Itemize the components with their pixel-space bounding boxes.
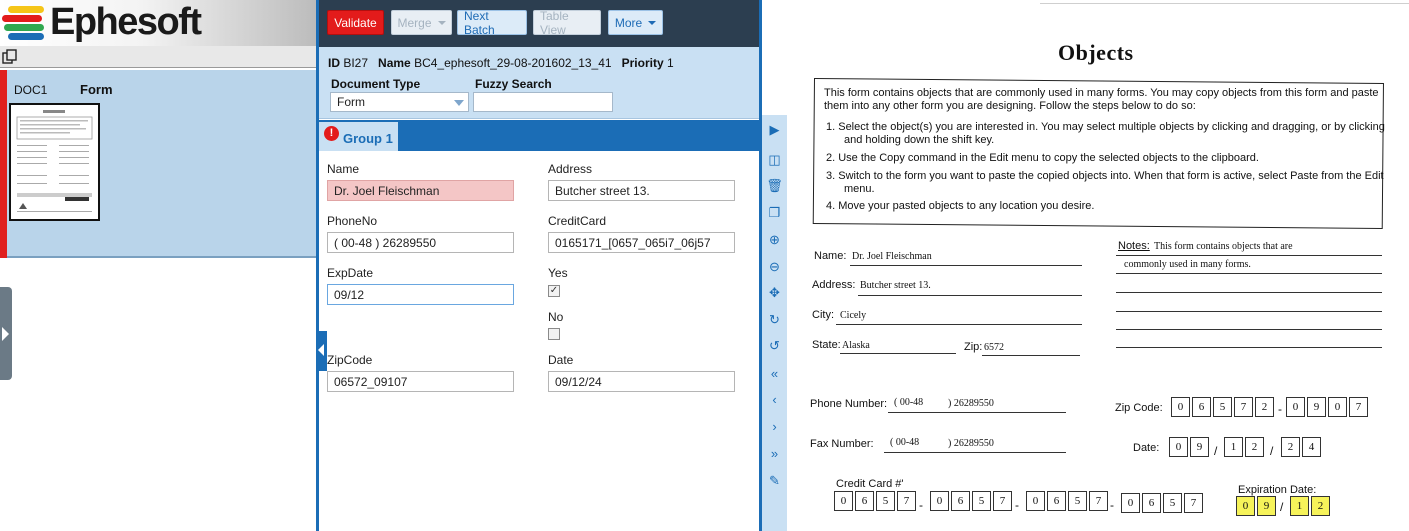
- underline: [1116, 273, 1382, 274]
- zoom-in-icon[interactable]: ⊕: [769, 232, 780, 247]
- dash: -: [1015, 498, 1019, 512]
- no-checkbox[interactable]: [548, 328, 560, 340]
- instructions-step-2: 2. Use the Copy command in the Edit menu to copy the selected objects to the clipboard.: [826, 152, 1259, 164]
- caret-down-icon: [648, 21, 656, 25]
- digit-box: 7: [1089, 491, 1108, 511]
- document-type-value: Form: [337, 95, 365, 109]
- fuzzy-search-label: Fuzzy Search: [475, 77, 552, 91]
- digit-box: 2: [1311, 496, 1330, 516]
- underline: [1116, 329, 1382, 330]
- doc-zip-label: Zip:: [964, 341, 983, 353]
- document-id: DOC1: [14, 83, 48, 97]
- digit-box: 7: [897, 491, 916, 511]
- underline: [982, 355, 1080, 356]
- credit-boxes-2: [930, 491, 1014, 511]
- instructions-intro-1: This form contains objects that are commonly used in many forms. You may copy objects from this form and paste: [824, 87, 1379, 99]
- digit-box: 5: [876, 491, 895, 511]
- name-field[interactable]: Dr. Joel Fleischman: [327, 180, 514, 201]
- copy-page-icon[interactable]: ❐: [768, 205, 781, 220]
- expiration-boxes-b: [1290, 496, 1332, 516]
- first-page-icon[interactable]: «: [770, 366, 779, 381]
- digit-box: 6: [1192, 397, 1211, 417]
- underline: [858, 295, 1082, 296]
- zipcode-boxes-b: [1286, 397, 1370, 417]
- digit-box: 2: [1281, 437, 1300, 457]
- digit-box: 0: [1171, 397, 1190, 417]
- logo-bar: [0, 0, 316, 46]
- previous-page-icon[interactable]: ‹: [772, 392, 777, 407]
- underline: [888, 412, 1066, 413]
- logo-text: Ephesoft: [50, 1, 201, 43]
- digit-box: 5: [1213, 397, 1232, 417]
- digit-box: 9: [1307, 397, 1326, 417]
- batch-priority-label: Priority: [621, 56, 664, 70]
- doc-fax-value-1: ( 00-48: [890, 437, 920, 448]
- address-label: Address: [548, 162, 593, 176]
- wrench-icon[interactable]: ✎: [769, 473, 780, 488]
- batch-id-label: ID: [328, 56, 340, 70]
- date-label: Date: [548, 353, 574, 367]
- doc-credit-card-label: Credit Card #': [836, 478, 904, 490]
- instructions-intro-2: them into any other form you are designing. Follow the steps below to do so:: [824, 100, 1196, 112]
- digit-box: 5: [1163, 493, 1182, 513]
- digit-box: 0: [1286, 397, 1305, 417]
- last-page-icon[interactable]: »: [770, 446, 779, 461]
- date-boxes-a: [1169, 437, 1211, 457]
- digit-box: 0: [1169, 437, 1188, 457]
- digit-box: 0: [1026, 491, 1045, 511]
- chevron-down-icon: [454, 100, 464, 106]
- digit-box: 6: [855, 491, 874, 511]
- document-toolbar: [0, 46, 316, 68]
- doc-state-value: Alaska: [842, 340, 870, 351]
- instructions-step-3a: 3. Switch to the form you want to paste the copied objects into. When that form is active, select Paste from the Edit: [826, 170, 1384, 182]
- doc-city-value: Cicely: [840, 310, 867, 321]
- doc-city-label: City:: [812, 309, 834, 321]
- doc-phone-value-1: ( 00-48: [894, 397, 924, 408]
- chevron-right-icon: [2, 327, 9, 341]
- document-type-select[interactable]: [330, 92, 469, 112]
- merge-button[interactable]: [391, 10, 452, 35]
- name-label: Name: [327, 162, 360, 176]
- rotate-left-icon[interactable]: ↺: [769, 338, 780, 353]
- yes-checkbox[interactable]: ✓: [549, 285, 559, 296]
- validate-button[interactable]: Validate: [327, 10, 384, 35]
- validation-panel: [316, 0, 762, 531]
- instructions-step-3b: menu.: [844, 183, 875, 195]
- batch-priority-value: 1: [666, 56, 674, 70]
- phone-label: PhoneNo: [327, 214, 378, 228]
- ephesoft-logo-icon: [2, 4, 46, 42]
- scan-edge: [1040, 3, 1409, 4]
- doc-date-label: Date:: [1133, 442, 1160, 454]
- doc-fax-label: Fax Number:: [810, 438, 874, 450]
- move-icon[interactable]: ✥: [769, 285, 780, 300]
- digit-box: 2: [1245, 437, 1264, 457]
- error-icon: !: [324, 126, 339, 141]
- underline: [836, 324, 1082, 325]
- doc-address-value: Butcher street 13.: [860, 280, 931, 291]
- digit-box: 6: [951, 491, 970, 511]
- digit-box: 7: [1234, 397, 1253, 417]
- credit-card-label: CreditCard: [548, 214, 607, 228]
- doc-zipcode-label: Zip Code:: [1115, 402, 1163, 414]
- underline: [850, 265, 1082, 266]
- document-panel: [0, 0, 316, 531]
- instructions-step-1b: and holding down the shift key.: [844, 134, 995, 146]
- document-image-viewer[interactable]: [790, 0, 1409, 531]
- digit-box: 6: [1047, 491, 1066, 511]
- phone-field[interactable]: ( 00-48 ) 26289550: [327, 232, 514, 253]
- slash: /: [1270, 444, 1274, 458]
- caret-down-icon: [438, 21, 446, 25]
- fuzzy-search-input[interactable]: [473, 92, 613, 112]
- digit-box: 7: [993, 491, 1012, 511]
- play-icon[interactable]: ▶: [769, 122, 780, 137]
- underline: [840, 353, 956, 354]
- document-list-item[interactable]: [0, 70, 316, 258]
- slash: /: [1214, 444, 1218, 458]
- copy-icon[interactable]: [2, 49, 18, 65]
- merge-label: Merge: [397, 15, 432, 30]
- rotate-right-icon[interactable]: ↻: [769, 312, 780, 327]
- digit-box: 9: [1257, 496, 1276, 516]
- digit-box: 0: [1236, 496, 1255, 516]
- dash: -: [1110, 498, 1114, 512]
- doc-phone-value-2: ) 26289550: [948, 398, 994, 409]
- doc-name-value: Dr. Joel Fleischman: [852, 251, 932, 262]
- date-boxes-c: [1281, 437, 1323, 457]
- digit-box: 7: [1184, 493, 1203, 513]
- next-batch-button[interactable]: Next Batch: [457, 10, 527, 35]
- zipcode-boxes-a: [1171, 397, 1276, 417]
- document-type-label: Document Type: [331, 77, 421, 91]
- instructions-step-1a: 1. Select the object(s) you are interested in. You may select multiple objects by clicking and dragging, or by clicking: [826, 121, 1385, 133]
- underline: [1116, 255, 1382, 256]
- underline: [1116, 347, 1382, 348]
- expdate-label: ExpDate: [327, 266, 374, 280]
- credit-boxes-3: [1026, 491, 1110, 511]
- action-toolbar: [319, 0, 759, 47]
- dash: -: [1278, 402, 1282, 416]
- next-page-icon[interactable]: ›: [772, 419, 777, 434]
- doc-notes-value-2: commonly used in many forms.: [1124, 259, 1251, 270]
- underline: [1116, 292, 1382, 293]
- credit-card-field[interactable]: 0165171_[0657_065i7_06j57: [548, 232, 735, 253]
- thumbnail-page-icon: [11, 105, 98, 219]
- digit-box: 0: [834, 491, 853, 511]
- doc-notes-value-1: This form contains objects that are: [1154, 241, 1293, 252]
- tab-group-1[interactable]: [319, 122, 398, 151]
- delete-icon[interactable]: 🗑: [766, 178, 783, 193]
- zoom-out-icon[interactable]: ⊖: [769, 259, 780, 274]
- date-field[interactable]: 09/12/24: [548, 371, 735, 392]
- instructions-step-4: 4. Move your pasted objects to any location you desire.: [826, 200, 1095, 212]
- digit-box: 4: [1302, 437, 1321, 457]
- digit-box: 9: [1190, 437, 1209, 457]
- document-title: Objects: [1058, 40, 1134, 65]
- yes-label: Yes: [548, 266, 568, 280]
- doc-name-label: Name:: [814, 250, 847, 262]
- digit-box: 0: [930, 491, 949, 511]
- digit-box: 7: [1349, 397, 1368, 417]
- digit-box: 2: [1255, 397, 1274, 417]
- digit-box: 0: [1121, 493, 1140, 513]
- dash: -: [919, 498, 923, 512]
- digit-box: 1: [1224, 437, 1243, 457]
- batch-info: [319, 47, 759, 119]
- expdate-field[interactable]: 09/12: [327, 284, 514, 305]
- batch-id-value: BI27: [343, 56, 369, 70]
- credit-boxes-4: [1121, 493, 1205, 513]
- doc-notes-label: Notes:: [1118, 240, 1150, 252]
- batch-info-line: [328, 56, 674, 70]
- underline: [1116, 311, 1382, 312]
- digit-box: 5: [972, 491, 991, 511]
- zipcode-label: ZipCode: [327, 353, 373, 367]
- expand-panel-handle[interactable]: [0, 287, 12, 380]
- document-thumbnail[interactable]: [9, 103, 100, 221]
- address-field[interactable]: Butcher street 13.: [548, 180, 735, 201]
- batch-name-label: Name: [378, 56, 411, 70]
- doc-state-label: State:: [812, 339, 841, 351]
- more-button[interactable]: [608, 10, 663, 35]
- more-label: More: [614, 15, 643, 30]
- doc-expiration-label: Expiration Date:: [1238, 484, 1317, 496]
- split-view-icon[interactable]: ◫: [768, 152, 781, 167]
- expiration-boxes-a: [1236, 496, 1278, 516]
- digit-box: 0: [1328, 397, 1347, 417]
- doc-address-label: Address:: [812, 279, 856, 291]
- digit-box: 5: [1068, 491, 1087, 511]
- image-tool-strip: [762, 115, 787, 531]
- table-view-button[interactable]: Table View: [533, 10, 601, 35]
- digit-box: 1: [1290, 496, 1309, 516]
- date-boxes-b: [1224, 437, 1266, 457]
- doc-phone-label: Phone Number:: [810, 398, 888, 410]
- zipcode-field[interactable]: 06572_09107: [327, 371, 514, 392]
- credit-boxes-1: [834, 491, 918, 511]
- digit-box: 6: [1142, 493, 1161, 513]
- chevron-left-icon: [318, 344, 324, 356]
- batch-name-value: BC4_ephesoft_29-08-201602_13_41: [414, 56, 612, 70]
- slash: /: [1280, 500, 1284, 514]
- group-tab-label: Group 1: [343, 131, 393, 146]
- underline: [884, 452, 1066, 453]
- no-label: No: [548, 310, 564, 324]
- doc-fax-value-2: ) 26289550: [948, 438, 994, 449]
- collapse-panel-handle[interactable]: [316, 331, 327, 371]
- doc-zip-value: 6572: [984, 342, 1004, 353]
- document-type: Form: [80, 82, 113, 97]
- group-tab-bar: [319, 120, 759, 151]
- error-status-bar: [0, 70, 7, 258]
